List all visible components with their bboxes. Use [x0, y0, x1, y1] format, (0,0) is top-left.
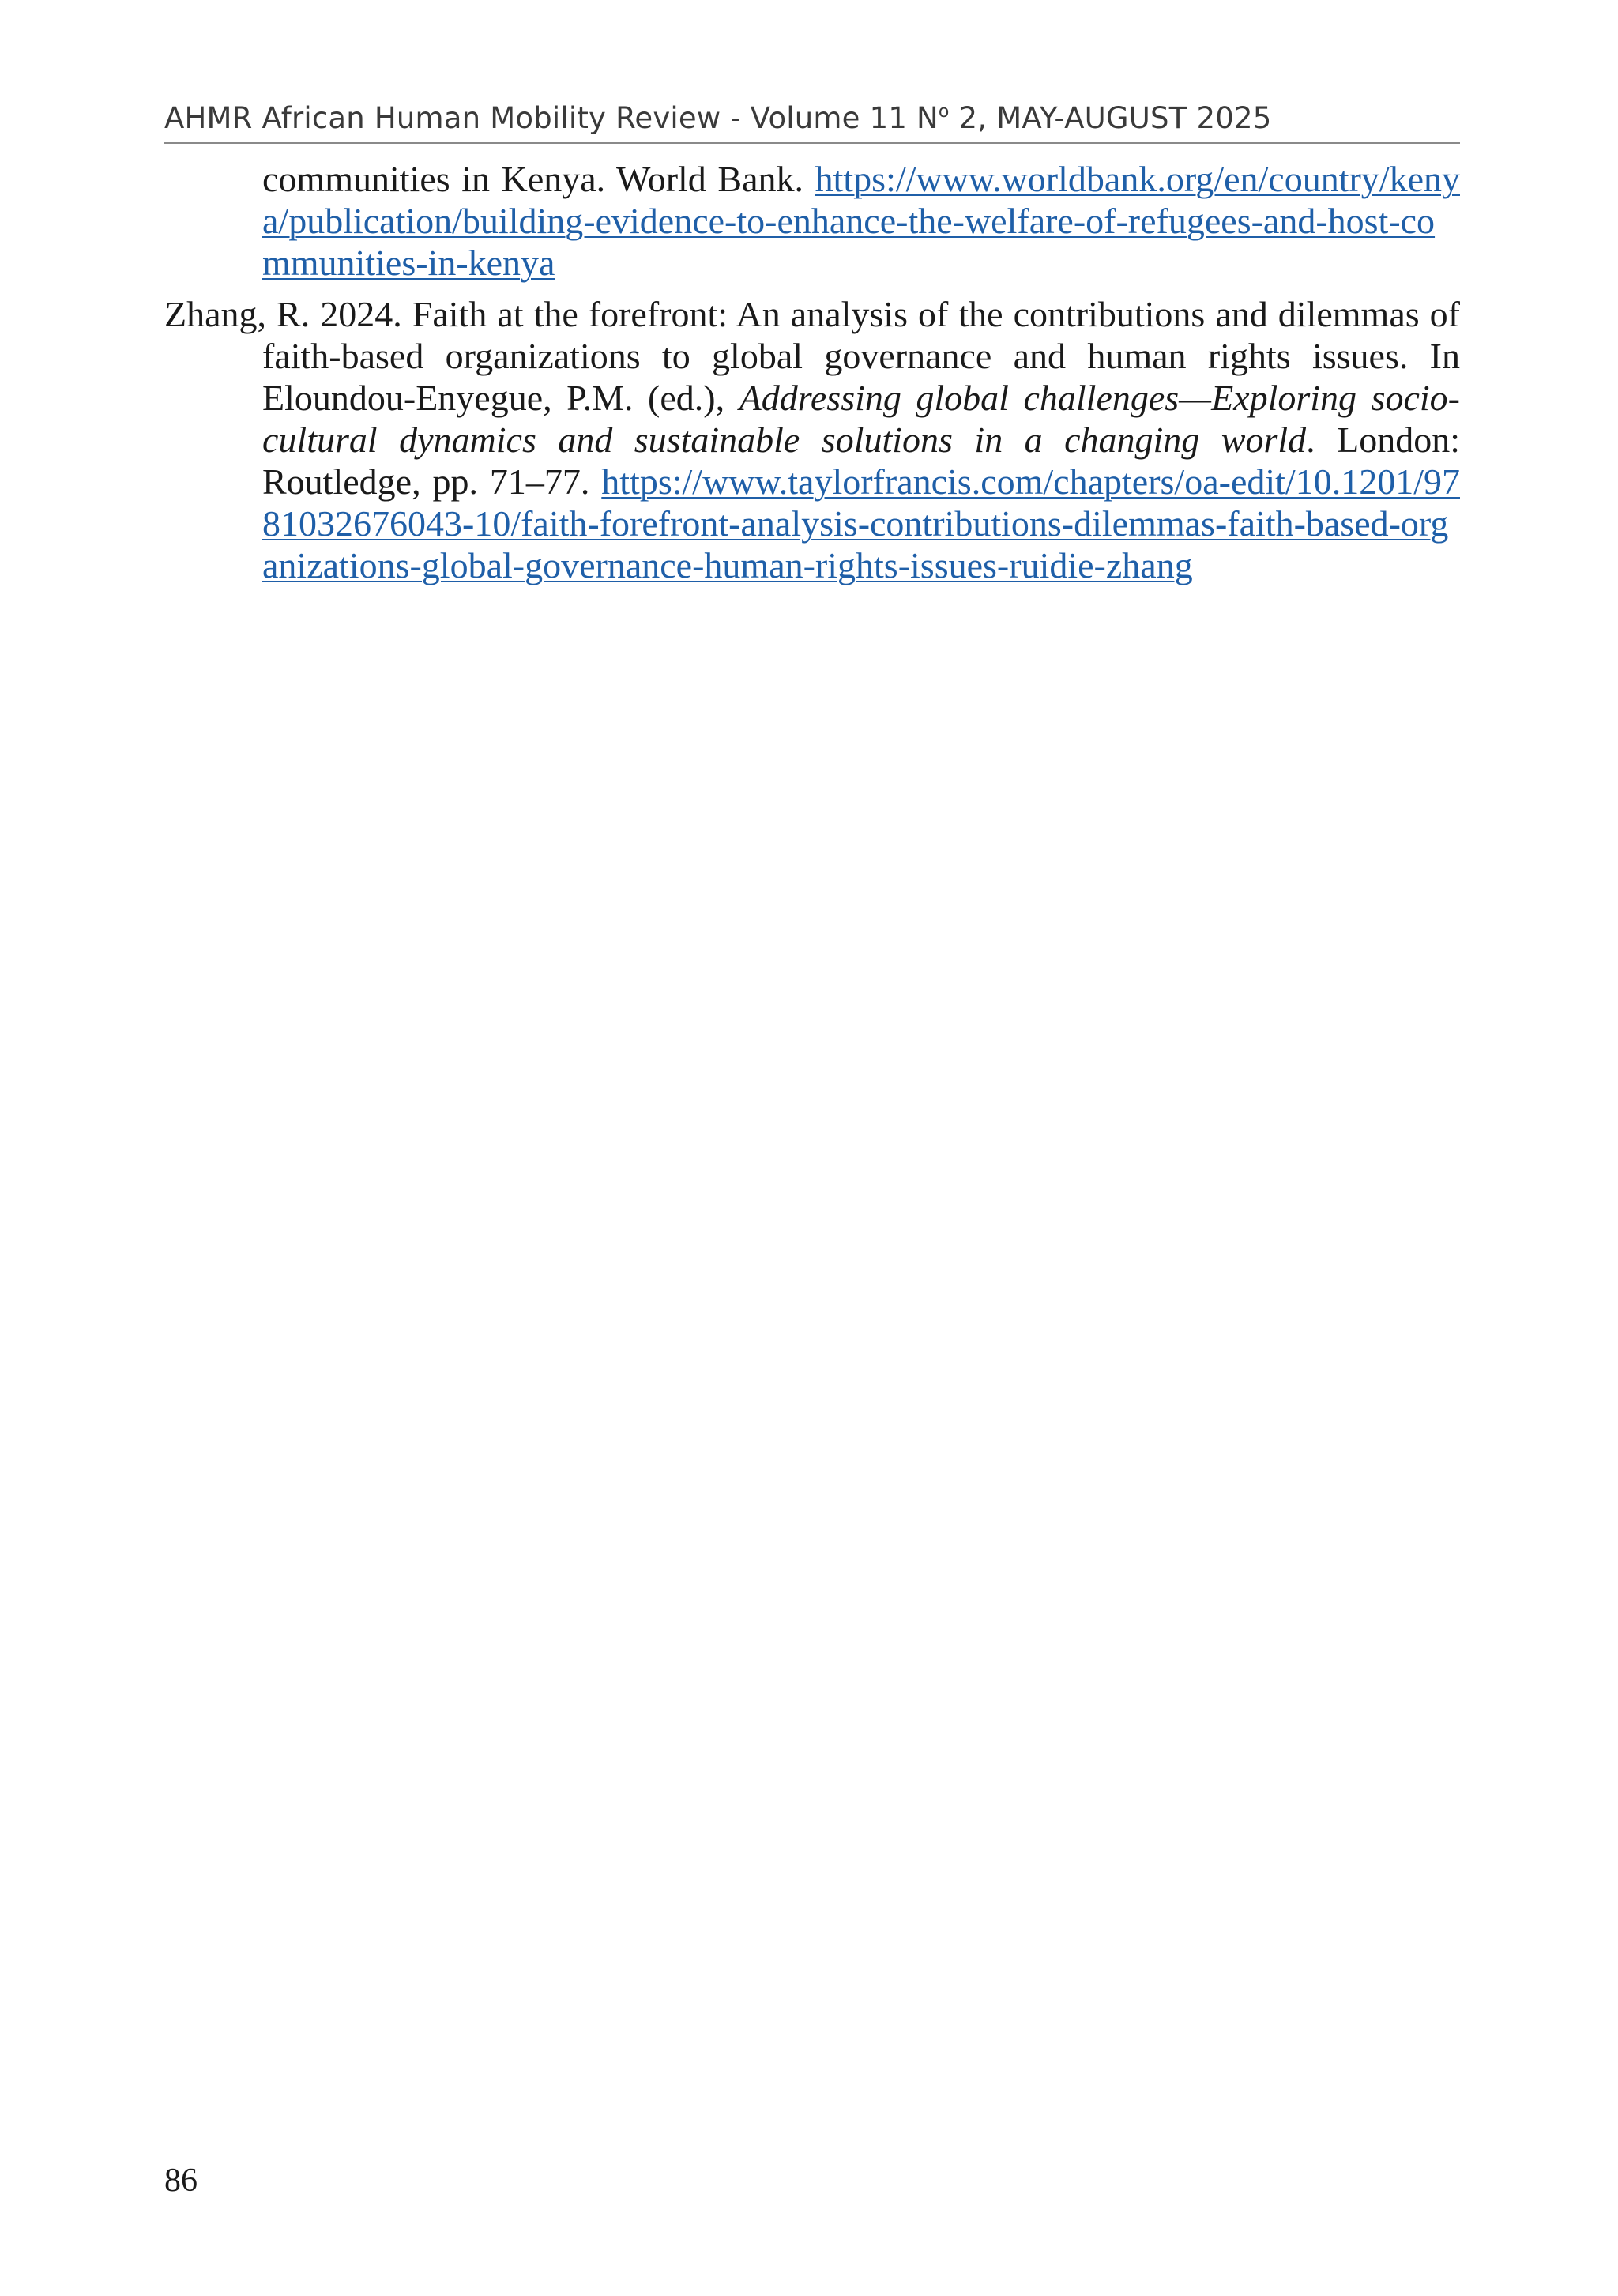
reference-entry-continued: [164, 158, 1460, 284]
reference-link-taylorfrancis[interactable]: https://www.taylorfrancis.com/chapters/oa-edit/10.1201/9781032676043-10/faith-forefront-analysis-contributions-dilemmas-faith-based-organizations-global-governance-human-rights-issues-ruidie-zhang: [262, 461, 1460, 585]
page-number: 86: [164, 2162, 198, 2199]
reference-publisher: . London: Routledge, pp. 71–77.: [262, 420, 1460, 502]
reference-list: [164, 158, 1460, 596]
reference-link-worldbank[interactable]: https://www.worldbank.org/en/country/kenya/publication/building-evidence-to-enhance-the-welfare-of-refugees-and-host-communities-in-kenya: [262, 159, 1460, 283]
reference-text: Zhang, R. 2024. Faith at the forefront: An analysis of the contributions and dilemmas of faith-based organizations to global governance and human rights issues. In Eloundou-Enyegue, P.M. (ed.),: [164, 294, 1460, 418]
reference-book-title: Addressing global challenges—Exploring socio-cultural dynamics and sustainable solutions in a changing world: [262, 378, 1460, 460]
issue-number-superscript: o: [938, 102, 950, 122]
journal-issue-date: 2, MAY-AUGUST 2025: [949, 101, 1272, 135]
reference-text: communities in Kenya. World Bank.: [262, 159, 815, 199]
running-header: [164, 101, 1460, 136]
header-divider: [164, 142, 1460, 144]
reference-entry-zhang: [164, 293, 1460, 586]
journal-title: AHMR African Human Mobility Review - Volume 11 N: [164, 101, 939, 135]
